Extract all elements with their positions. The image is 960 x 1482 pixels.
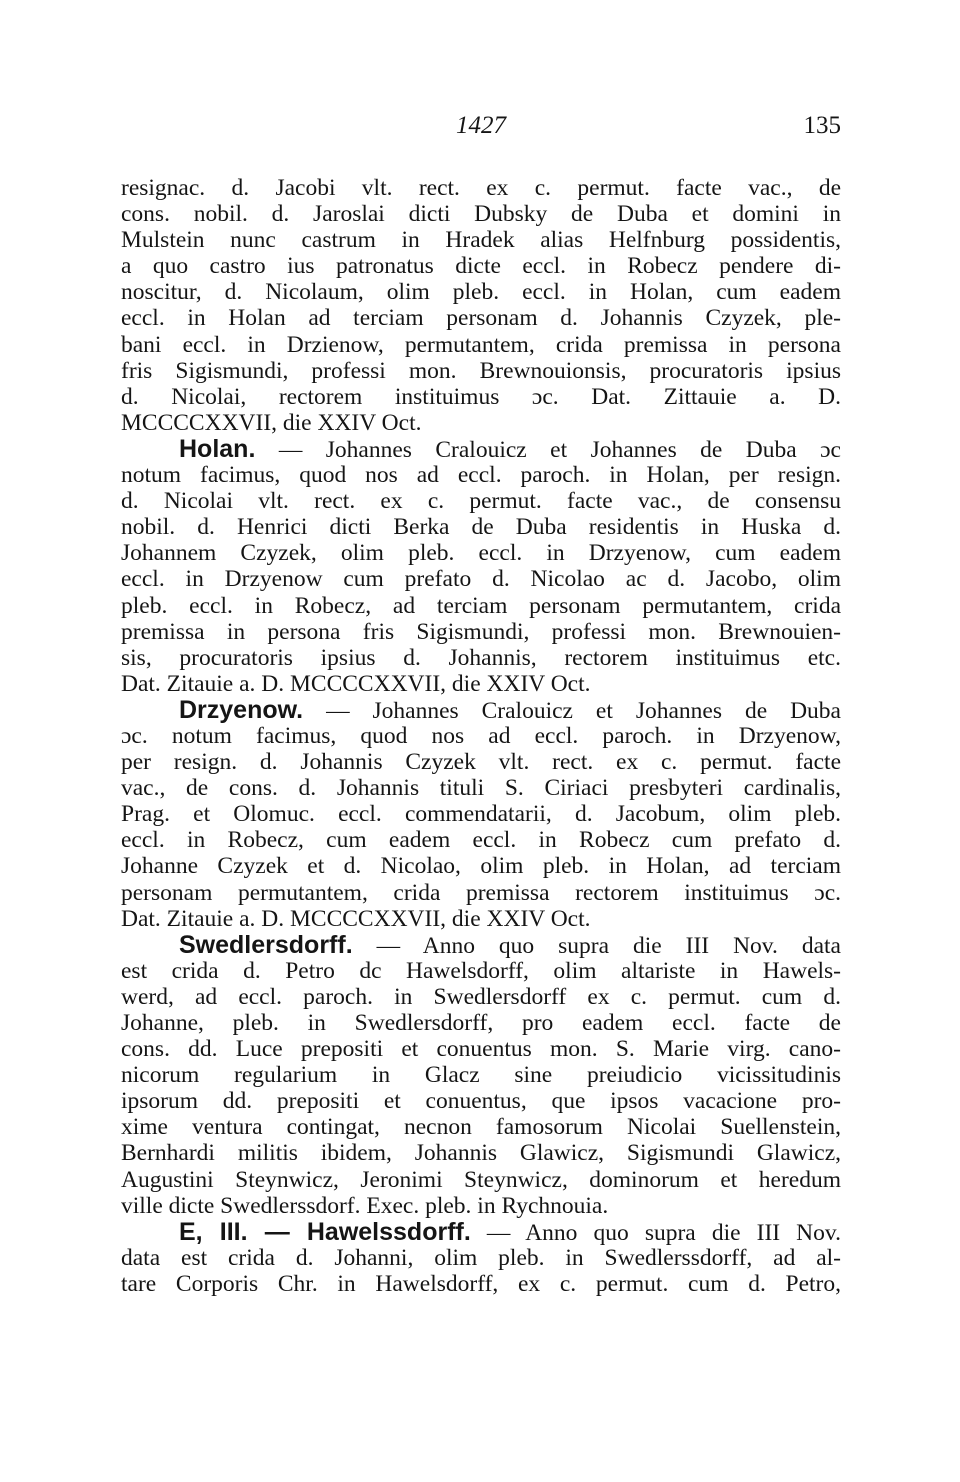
line-text: nicorum regularium in Glacz sine preiudicio vicissitudinis bbox=[121, 1062, 841, 1089]
line-text: MCCCCXXVII, die XXIV Oct. bbox=[121, 409, 422, 436]
entry-first-line bbox=[121, 932, 841, 958]
entry-heading: Holan. bbox=[179, 434, 256, 463]
text-line bbox=[121, 253, 841, 279]
text-line bbox=[121, 1271, 841, 1297]
text-line bbox=[121, 984, 841, 1010]
line-text: a quo castro ius patronatus dicte eccl. in Robecz pendere di- bbox=[121, 253, 841, 280]
line-text: Dat. Zitauie a. D. MCCCCXXVII, die XXIV Oct. bbox=[121, 670, 591, 697]
text-line bbox=[121, 1245, 841, 1271]
entry-heading: Drzyenow. bbox=[179, 695, 304, 724]
text-line bbox=[121, 619, 841, 645]
text-line bbox=[121, 1193, 841, 1219]
text-line bbox=[121, 645, 841, 671]
text-line bbox=[121, 1140, 841, 1166]
line-text: cons. dd. Luce prepositi et conuentus mon. S. Marie virg. cano- bbox=[121, 1036, 841, 1063]
line-text: xime ventura contingat, necnon famosorum Nicolai Suellenstein, bbox=[121, 1114, 841, 1141]
text-line bbox=[121, 853, 841, 879]
text-line bbox=[121, 801, 841, 827]
text-line bbox=[121, 488, 841, 514]
text-line bbox=[121, 1036, 841, 1062]
line-text: fris Sigismundi, professi mon. Brewnouionsis, procuratoris ipsius bbox=[121, 357, 841, 384]
line-text: bani eccl. in Drzienow, permutantem, crida premissa in persona bbox=[121, 331, 841, 358]
line-text: d. Nicolai vlt. rect. ex c. permut. facte vac., de consensu bbox=[121, 488, 841, 515]
entry-first-line bbox=[121, 697, 841, 723]
text-line bbox=[121, 749, 841, 775]
line-text: noscitur, d. Nicolaum, olim pleb. eccl. in Holan, cum eadem bbox=[121, 279, 841, 306]
line-text: resignac. d. Jacobi vlt. rect. ex c. permut. facte vac., de bbox=[121, 175, 841, 201]
line-text: Johannem Czyzek, olim pleb. eccl. in Drzyenow, cum eadem bbox=[121, 540, 841, 567]
text-line bbox=[121, 723, 841, 749]
page-year: 1427 bbox=[456, 112, 506, 139]
line-text: d. Nicolai, rectorem instituimus ɔc. Dat. Zittauie a. D. bbox=[121, 383, 841, 410]
line-text: nobil. d. Henrici dicti Berka de Duba residentis in Huska d. bbox=[121, 514, 841, 541]
running-head bbox=[121, 112, 841, 148]
text-line bbox=[121, 671, 841, 697]
line-text: tare Corporis Chr. in Hawelsdorff, ex c. permut. cum d. Petro, bbox=[121, 1270, 841, 1297]
text-line bbox=[121, 410, 841, 436]
entry-heading: Swedlersdorff. bbox=[179, 930, 353, 959]
line-text: vac., de cons. d. Johannis tituli S. Ciriaci presbyteri cardinalis, bbox=[121, 775, 841, 802]
line-text: eccl. in Drzyenow cum prefato d. Nicolao ac d. Jacobo, olim bbox=[121, 566, 841, 593]
text-line bbox=[121, 540, 841, 566]
text-line bbox=[121, 384, 841, 410]
text-line bbox=[121, 566, 841, 592]
entry-first-line bbox=[121, 436, 841, 462]
page-number: 135 bbox=[803, 112, 841, 139]
line-text: — Johannes Cralouicz et Johannes de Duba bbox=[303, 697, 841, 724]
line-text: cons. nobil. d. Jaroslai dicti Dubsky de Duba et domini in bbox=[121, 201, 841, 228]
entry-first-line bbox=[121, 1219, 841, 1245]
text-line bbox=[121, 906, 841, 932]
text-line bbox=[121, 1114, 841, 1140]
line-text: personam permutantem, crida premissa rectorem instituimus ɔc. bbox=[121, 879, 841, 906]
text-line bbox=[121, 827, 841, 853]
line-text: Johanne, pleb. in Swedlersdorff, pro eadem eccl. facte de bbox=[121, 1010, 841, 1036]
line-text: per resign. d. Johannis Czyzek vlt. rect. ex c. permut. facte bbox=[121, 749, 841, 776]
text-line bbox=[121, 175, 841, 201]
body-text bbox=[121, 175, 841, 1297]
text-line bbox=[121, 880, 841, 906]
line-text: notum facimus, quod nos ad eccl. paroch. in Holan, per resign. bbox=[121, 462, 841, 489]
text-line bbox=[121, 958, 841, 984]
line-text: — Anno quo supra die III Nov. data bbox=[352, 932, 841, 959]
line-text: Johanne Czyzek et d. Nicolao, olim pleb. in Holan, ad terciam bbox=[121, 853, 841, 880]
line-text: Prag. et Olomuc. eccl. commendatarii, d. Jacobum, olim pleb. bbox=[121, 801, 841, 828]
line-text: eccl. in Holan ad terciam personam d. Johannis Czyzek, ple- bbox=[121, 305, 841, 332]
text-line bbox=[121, 775, 841, 801]
text-line bbox=[121, 305, 841, 331]
line-text: ɔc. notum facimus, quod nos ad eccl. paroch. in Drzyenow, bbox=[121, 722, 841, 749]
line-text: ville dicte Swedlerssdorf. Exec. pleb. in Rychnouia. bbox=[121, 1192, 609, 1219]
line-text: eccl. in Robecz, cum eadem eccl. in Robecz cum prefato d. bbox=[121, 827, 841, 854]
text-line bbox=[121, 332, 841, 358]
text-line bbox=[121, 1062, 841, 1088]
line-text: Augustini Steynwicz, Jeronimi Steynwicz, dominorum et heredum bbox=[121, 1166, 841, 1193]
text-line bbox=[121, 358, 841, 384]
text-line bbox=[121, 201, 841, 227]
text-line bbox=[121, 1010, 841, 1036]
text-line bbox=[121, 1088, 841, 1114]
line-text: — Anno quo supra die III Nov. bbox=[470, 1219, 841, 1246]
text-line bbox=[121, 279, 841, 305]
line-text: Mulstein nunc castrum in Hradek alias Helfnburg possidentis, bbox=[121, 227, 841, 254]
text-line bbox=[121, 593, 841, 619]
line-text: est crida d. Petro dc Hawelsdorff, olim altariste in Hawels- bbox=[121, 957, 841, 984]
line-text: sis, procuratoris ipsius d. Johannis, rectorem instituimus etc. bbox=[121, 644, 841, 671]
text-line bbox=[121, 1167, 841, 1193]
entry-heading: E, III. — Hawelssdorff. bbox=[179, 1217, 471, 1246]
text-line bbox=[121, 462, 841, 488]
line-text: pleb. eccl. in Robecz, ad terciam personam permutantem, crida bbox=[121, 592, 841, 619]
line-text: Bernhardi militis ibidem, Johannis Glawicz, Sigismundi Glawicz, bbox=[121, 1140, 841, 1167]
text-line bbox=[121, 227, 841, 253]
line-text: ipsorum dd. prepositi et conuentus, que ipsos vacacione pro- bbox=[121, 1088, 841, 1115]
line-text: werd, ad eccl. paroch. in Swedlersdorff ex c. permut. cum d. bbox=[121, 983, 841, 1010]
text-line bbox=[121, 514, 841, 540]
line-text: Dat. Zitauie a. D. MCCCCXXVII, die XXIV Oct. bbox=[121, 905, 591, 932]
line-text: premissa in persona fris Sigismundi, professi mon. Brewnouien- bbox=[121, 618, 841, 645]
line-text: data est crida d. Johanni, olim pleb. in Swedlerssdorff, ad al- bbox=[121, 1244, 841, 1271]
line-text: — Johannes Cralouicz et Johannes de Duba ɔc bbox=[255, 436, 841, 463]
